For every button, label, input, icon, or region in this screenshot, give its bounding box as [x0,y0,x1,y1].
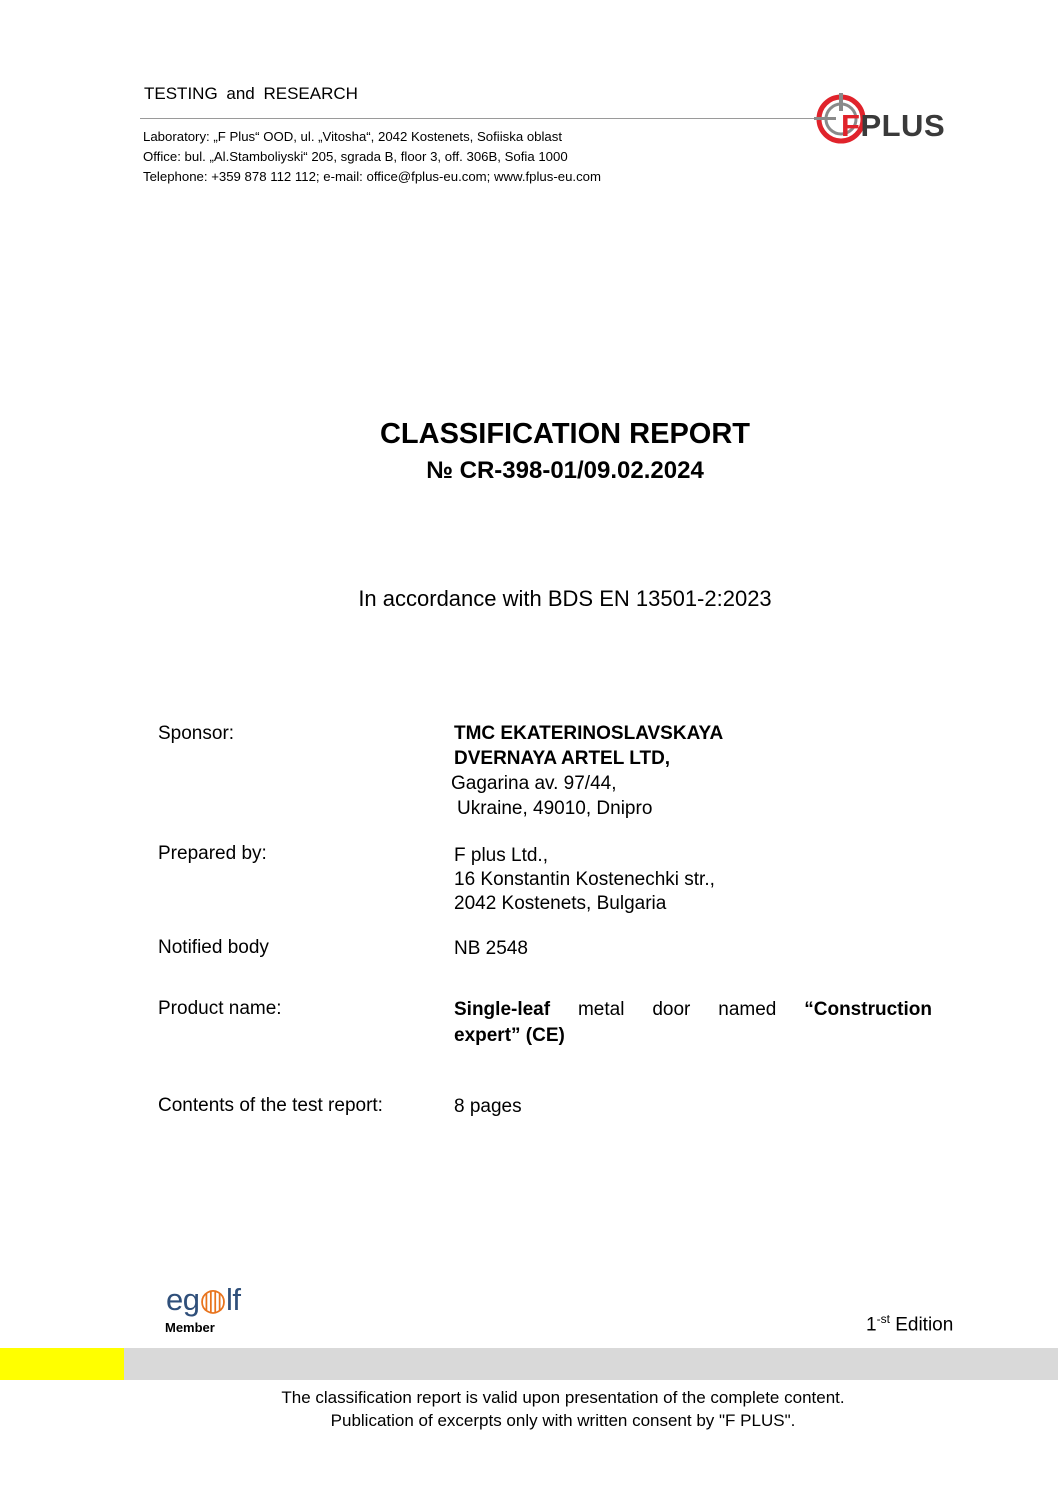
report-title: CLASSIFICATION REPORT [379,418,751,450]
sponsor-name-line1: TMC EKATERINOSLAVSKAYA [454,723,724,744]
product-word-4: named [718,999,777,1020]
report-number: № CR-398-01/09.02.2024 [426,457,704,484]
footer-note-line2: Publication of excerpts only with written consent by "F PLUS". [330,1411,796,1430]
accordance-standard: In accordance with BDS EN 13501-2:2023 [358,586,772,611]
fplus-logo-text: FPLUS [841,108,946,143]
product-word-1: Single-leaf [454,999,551,1020]
footer-bar-grey [124,1348,1058,1380]
product-name-value [454,997,932,1049]
header-divider [140,118,820,119]
product-word-2: metal [577,999,625,1020]
fplus-logo [814,90,964,152]
prepared-by-line3: 2042 Kostenets, Bulgaria [454,893,667,914]
contents-label: Contents of the test report: [158,1095,383,1116]
prepared-by-line2: 16 Konstantin Kostenechki str., [454,869,715,890]
prepared-by-label: Prepared by: [158,843,267,864]
header-title: TESTING and RESEARCH [144,84,358,103]
prepared-by-line1: F plus Ltd., [454,845,548,866]
product-name-line2: expert” (CE) [454,1025,565,1046]
product-word-5: “Construction [804,999,932,1020]
sponsor-address-line2: Ukraine, 49010, Dnipro [457,798,653,819]
product-name-label: Product name: [158,998,282,1019]
product-word-3: door [652,999,691,1020]
sponsor-label: Sponsor: [158,723,235,744]
edition-label: $1^{-st}$ Edition [866,1312,954,1336]
contact-info: Telephone: +359 878 112 112; e-mail: office@fplus-eu.com; www.fplus-eu.com [143,169,601,184]
egolf-member-label: Member [165,1320,215,1335]
footer-bar-yellow [0,1348,124,1380]
sponsor-address-line1: Gagarina av. 97/44, [451,773,617,794]
footer-note-line1: The classification report is valid upon presentation of the complete content. [281,1388,845,1407]
laboratory-address: Laboratory: „F Plus“ OOD, ul. „Vitosha“, 2042 Kostenets, Sofiiska oblast [143,129,563,144]
flame-icon: ◍ [199,1282,227,1317]
contents-value: 8 pages [454,1096,522,1117]
egolf-logo-text: eg◍lf [166,1282,241,1317]
office-address: Office: bul. „Al.Stamboliyski“ 205, sgrada B, floor 3, off. 306B, Sofia 1000 [143,149,568,164]
sponsor-name-line2: DVERNAYA ARTEL LTD, [454,748,671,769]
notified-body-label: Notified body [158,937,269,958]
product-name-line1 [454,997,932,1023]
notified-body-value: NB 2548 [454,938,528,959]
egolf-member-logo [162,1282,252,1337]
